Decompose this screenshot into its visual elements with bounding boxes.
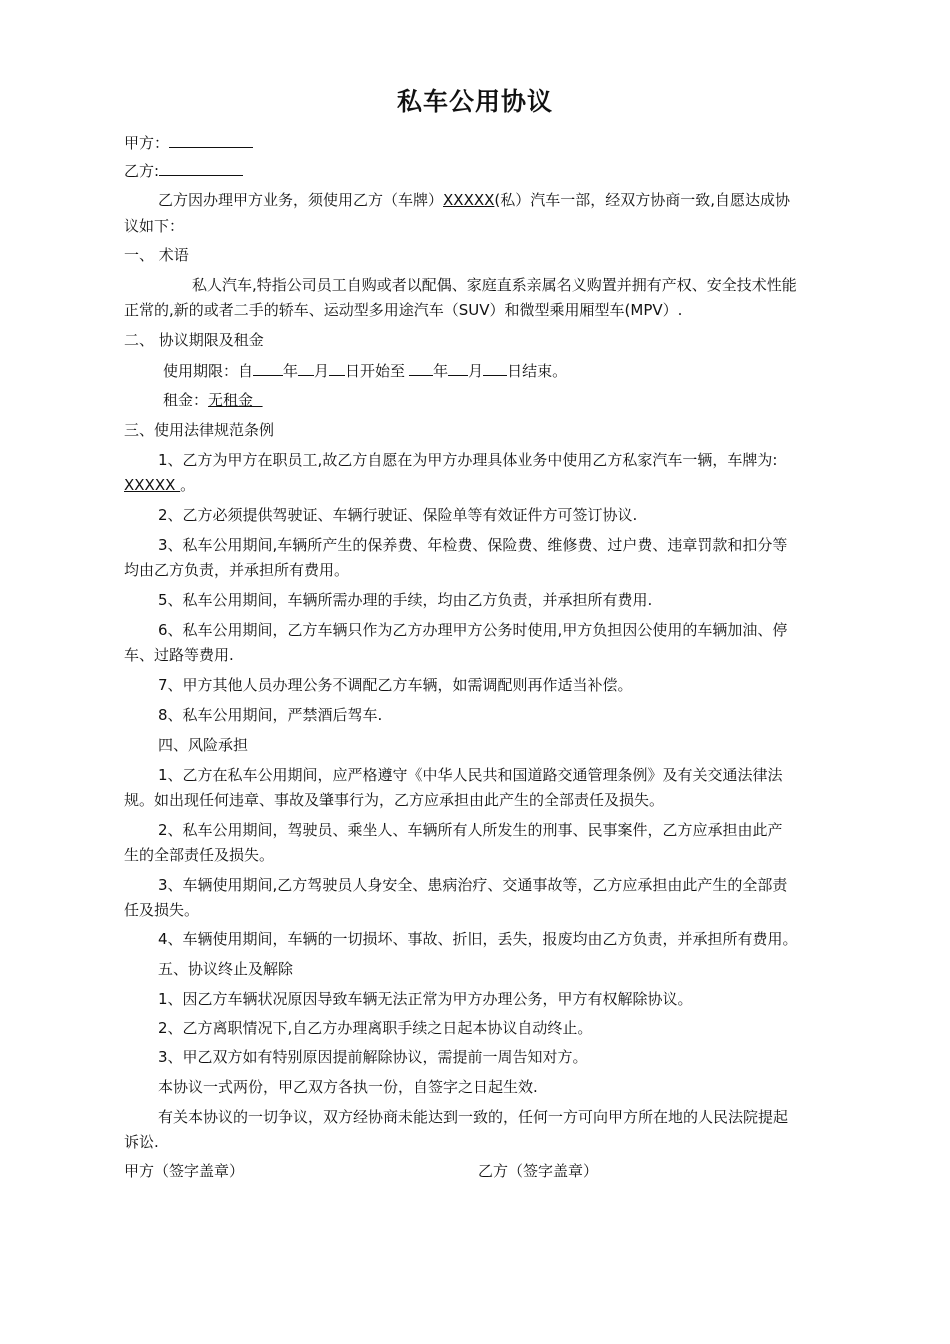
party-b-line [124,160,243,180]
section-3-item-6-line-2: 车、过路等费用. [124,646,234,664]
section-4-item-3-line-2: 任及损失。 [124,901,200,919]
period-day-start: 日开始至 [345,362,406,380]
section-3-heading: 三、使用法律规范条例 [124,421,275,439]
period-month-1: 月 [314,362,330,380]
intro-line-1 [158,190,790,210]
section-3-item-1-line-1: 1、乙方为甲方在职员工,故乙方自愿在为甲方办理具体业务中使用乙方私家汽车一辆，车牌为: [158,451,778,469]
section-5-heading: 五、协议终止及解除 [158,960,294,978]
party-a-line [124,132,253,152]
section-3-item-6-line-1: 6、私车公用期间，乙方车辆只作为乙方办理甲方公务时使用,甲方负担因公使用的车辆加油、停 [158,621,788,639]
section-4-item-2-line-2: 生的全部责任及损失。 [124,846,275,864]
section-4-item-3-line-1: 3、车辆使用期间,乙方驾驶员人身安全、患病治疗、交通事故等，乙方应承担由此产生的全部责 [158,876,788,894]
section-2-heading: 二、 协议期限及租金 [124,331,264,349]
party-a-blank [169,132,253,148]
intro-plate: XXXXX [443,191,495,209]
signature-party-b: 乙方（签字盖章） [478,1162,599,1180]
rent-label: 租金： [163,391,209,409]
intro-text-2: (私）汽车一部，经双方协商一致,自愿达成协 [494,191,791,209]
start-day-blank [329,360,345,376]
end-month-blank [448,360,468,376]
section-4-item-1-line-2: 规。如出现任何违章、事故及肇事行为，乙方应承担由此产生的全部责任及损失。 [124,791,665,809]
section-3-item-7: 7、甲方其他人员办理公务不调配乙方车辆，如需调配则再作适当补偿。 [158,676,633,694]
closing-copies: 本协议一式两份，甲乙双方各执一份，自签字之日起生效. [158,1078,538,1096]
section-1-line-1: 私人汽车,特指公司员工自购或者以配偶、家庭直系亲属名义购置并拥有产权、安全技术性能 [192,276,797,294]
item-1-end: 。 [180,476,196,494]
intro-line-2: 议如下： [124,217,185,235]
section-5-item-3: 3、甲乙双方如有特别原因提前解除协议，需提前一周告知对方。 [158,1048,588,1066]
party-a-label: 甲方： [124,134,170,152]
start-month-blank [298,360,314,376]
rent-value: 无租金 [208,391,263,409]
section-4-item-1-line-1: 1、乙方在私车公用期间，应严格遵守《中华人民共和国道路交通管理条例》及有关交通法律法 [158,766,783,784]
section-5-item-1: 1、因乙方车辆状况原因导致车辆无法正常为甲方办理公务，甲方有权解除协议。 [158,990,693,1008]
start-year-blank [253,360,283,376]
usage-period-line [163,360,567,380]
section-4-item-4: 4、车辆使用期间，车辆的一切损坏、事故、折旧，丢失，报废均由乙方负责，并承担所有费用。 [158,930,798,948]
period-year-1: 年 [283,362,299,380]
rent-line [163,390,263,410]
party-b-blank [159,160,243,176]
closing-dispute-line-1: 有关本协议的一切争议，双方经协商未能达到一致的，任何一方可向甲方所在地的人民法院提起 [158,1108,789,1126]
period-day-end: 日结束。 [507,362,568,380]
section-4-item-2-line-1: 2、私车公用期间，驾驶员、乘坐人、车辆所有人所发生的刑事、民事案件，乙方应承担由此产 [158,821,783,839]
section-3-item-5: 5、私车公用期间，车辆所需办理的手续，均由乙方负责，并承担所有费用. [158,591,653,609]
section-5-item-2: 2、乙方离职情况下,自乙方办理离职手续之日起本协议自动终止。 [158,1019,593,1037]
signature-party-a: 甲方（签字盖章） [124,1162,245,1180]
end-year-blank [409,360,433,376]
section-3-item-3-line-2: 均由乙方负责，并承担所有费用。 [124,561,350,579]
section-3-item-2: 2、乙方必须提供驾驶证、车辆行驶证、保险单等有效证件方可签订协议. [158,506,638,524]
closing-dispute-line-2: 诉讼. [124,1133,159,1151]
period-year-2: 年 [433,362,449,380]
party-b-label: 乙方: [124,162,160,180]
section-1-line-2: 正常的,新的或者二手的轿车、运动型多用途汽车（SUV）和微型乘用厢型车(MPV）. [124,301,683,319]
section-3-item-1-line-2 [124,475,195,495]
intro-text: 乙方因办理甲方业务，须使用乙方（车牌） [158,191,444,209]
section-4-heading: 四、风险承担 [158,736,249,754]
end-day-blank [483,360,507,376]
period-label: 使用期限：自 [163,362,254,380]
item-1-plate: XXXXX [124,476,181,494]
period-month-2: 月 [468,362,484,380]
section-1-heading: 一、 术语 [124,246,189,264]
document-title: 私车公用协议 [396,87,553,116]
section-3-item-8: 8、私车公用期间，严禁酒后驾车. [158,706,383,724]
section-3-item-3-line-1: 3、私车公用期间,车辆所产生的保养费、年检费、保险费、维修费、过户费、违章罚款和扣分等 [158,536,788,554]
